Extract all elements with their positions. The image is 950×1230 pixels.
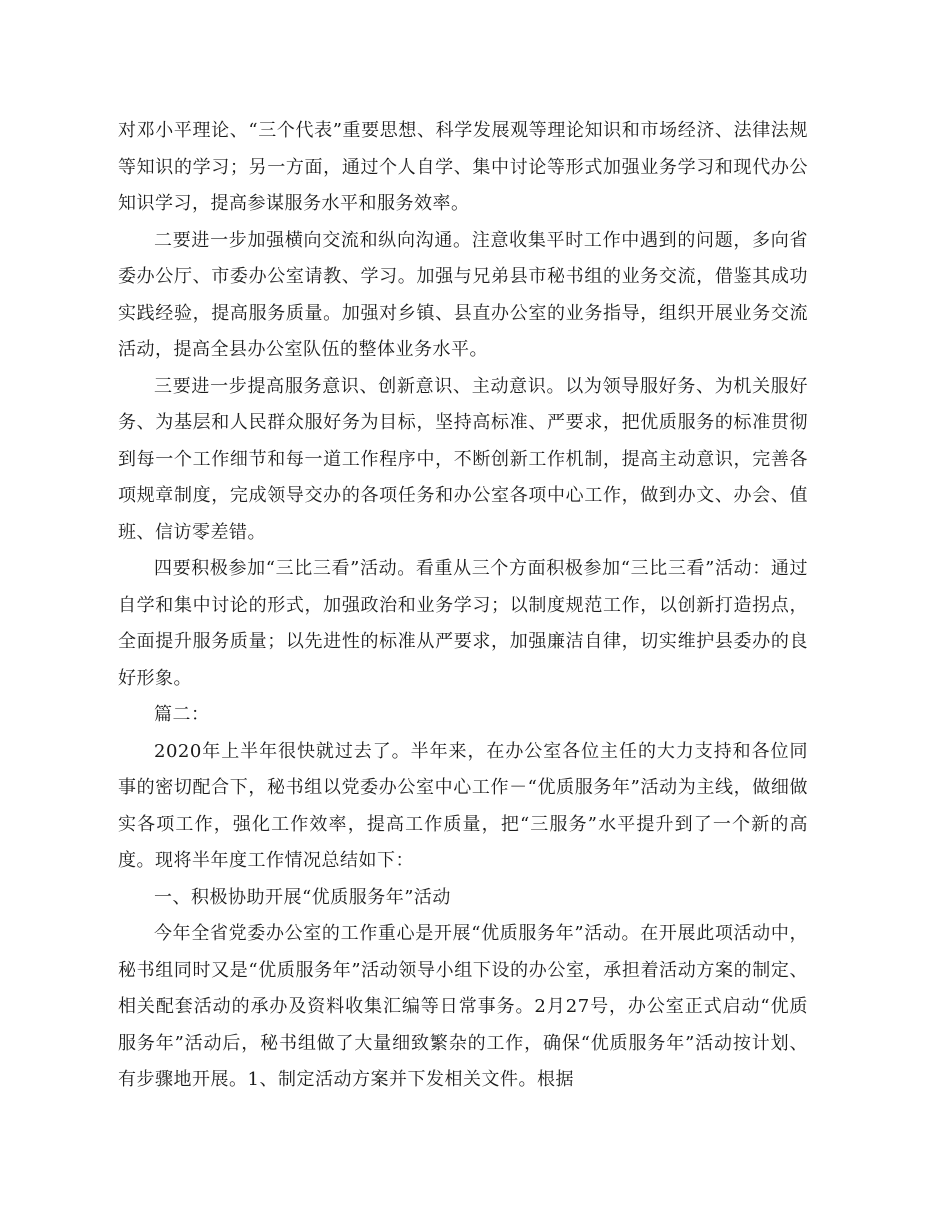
document-body (118, 113, 808, 1099)
paragraph-item-three: 三要进一步提高服务意识、创新意识、主动意识。以为领导服好务、为机关服好务、为基层和人民群众服好务为目标，坚持高标准、严要求，把优质服务的标准贯彻到每一个工作细节和每一道工作程序中，不断创新工作机制，提高主动意识，完善各项规章制度，完成领导交办的各项任务和办公室各项中心工作，做到办文、办会、值班、信访零差错。 (118, 375, 808, 543)
paragraph-item-four: 四要积极参加“三比三看”活动。看重从三个方面积极参加“三比三看”活动：通过自学和集中讨论的形式，加强政治和业务学习；以制度规范工作，以创新打造拐点，全面提升服务质量；以先进性的标准从严要求，加强廉洁自律，切实维护县委办的良好形象。 (118, 558, 808, 689)
paragraph-summary-intro: 2020年上半年很快就过去了。半年来，在办公室各位主任的大力支持和各位同事的密切配合下，秘书组以党委办公室中心工作－“优质服务年”活动为主线，做细做实各项工作，强化工作效率，提高工作质量，把“三服务”水平提升到了一个新的高度。现将半年度工作情况总结如下： (118, 740, 808, 871)
paragraph-item-two: 二要进一步加强横向交流和纵向沟通。注意收集平时工作中遇到的问题，多向省委办公厅、市委办公室请教、学习。加强与兄弟县市秘书组的业务交流，借鉴其成功实践经验，提高服务质量。加强对乡镇、县直办公室的业务指导，组织开展业务交流活动，提高全县办公室队伍的整体业务水平。 (118, 229, 808, 360)
paragraph-continuation: 对邓小平理论、“三个代表”重要思想、科学发展观等理论知识和市场经济、法律法规等知识的学习；另一方面，通过个人自学、集中讨论等形式加强业务学习和现代办公知识学习，提高参谋服务水平和服务效率。 (118, 120, 808, 214)
paragraph-activity-detail: 今年全省党委办公室的工作重心是开展“优质服务年”活动。在开展此项活动中，秘书组同时又是“优质服务年”活动领导小组下设的办公室，承担着活动方案的制定、相关配套活动的承办及资料收集汇编等日常事务。2月27号，办公室正式启动“优质服务年”活动后，秘书组做了大量细致繁杂的工作，确保“优质服务年”活动按计划、有步骤地开展。1、制定活动方案并下发相关文件。根据 (118, 923, 808, 1090)
section-heading-one: 一、积极协助开展“优质服务年”活动 (154, 886, 451, 908)
section-heading-part-two: 篇二： (154, 704, 210, 725)
